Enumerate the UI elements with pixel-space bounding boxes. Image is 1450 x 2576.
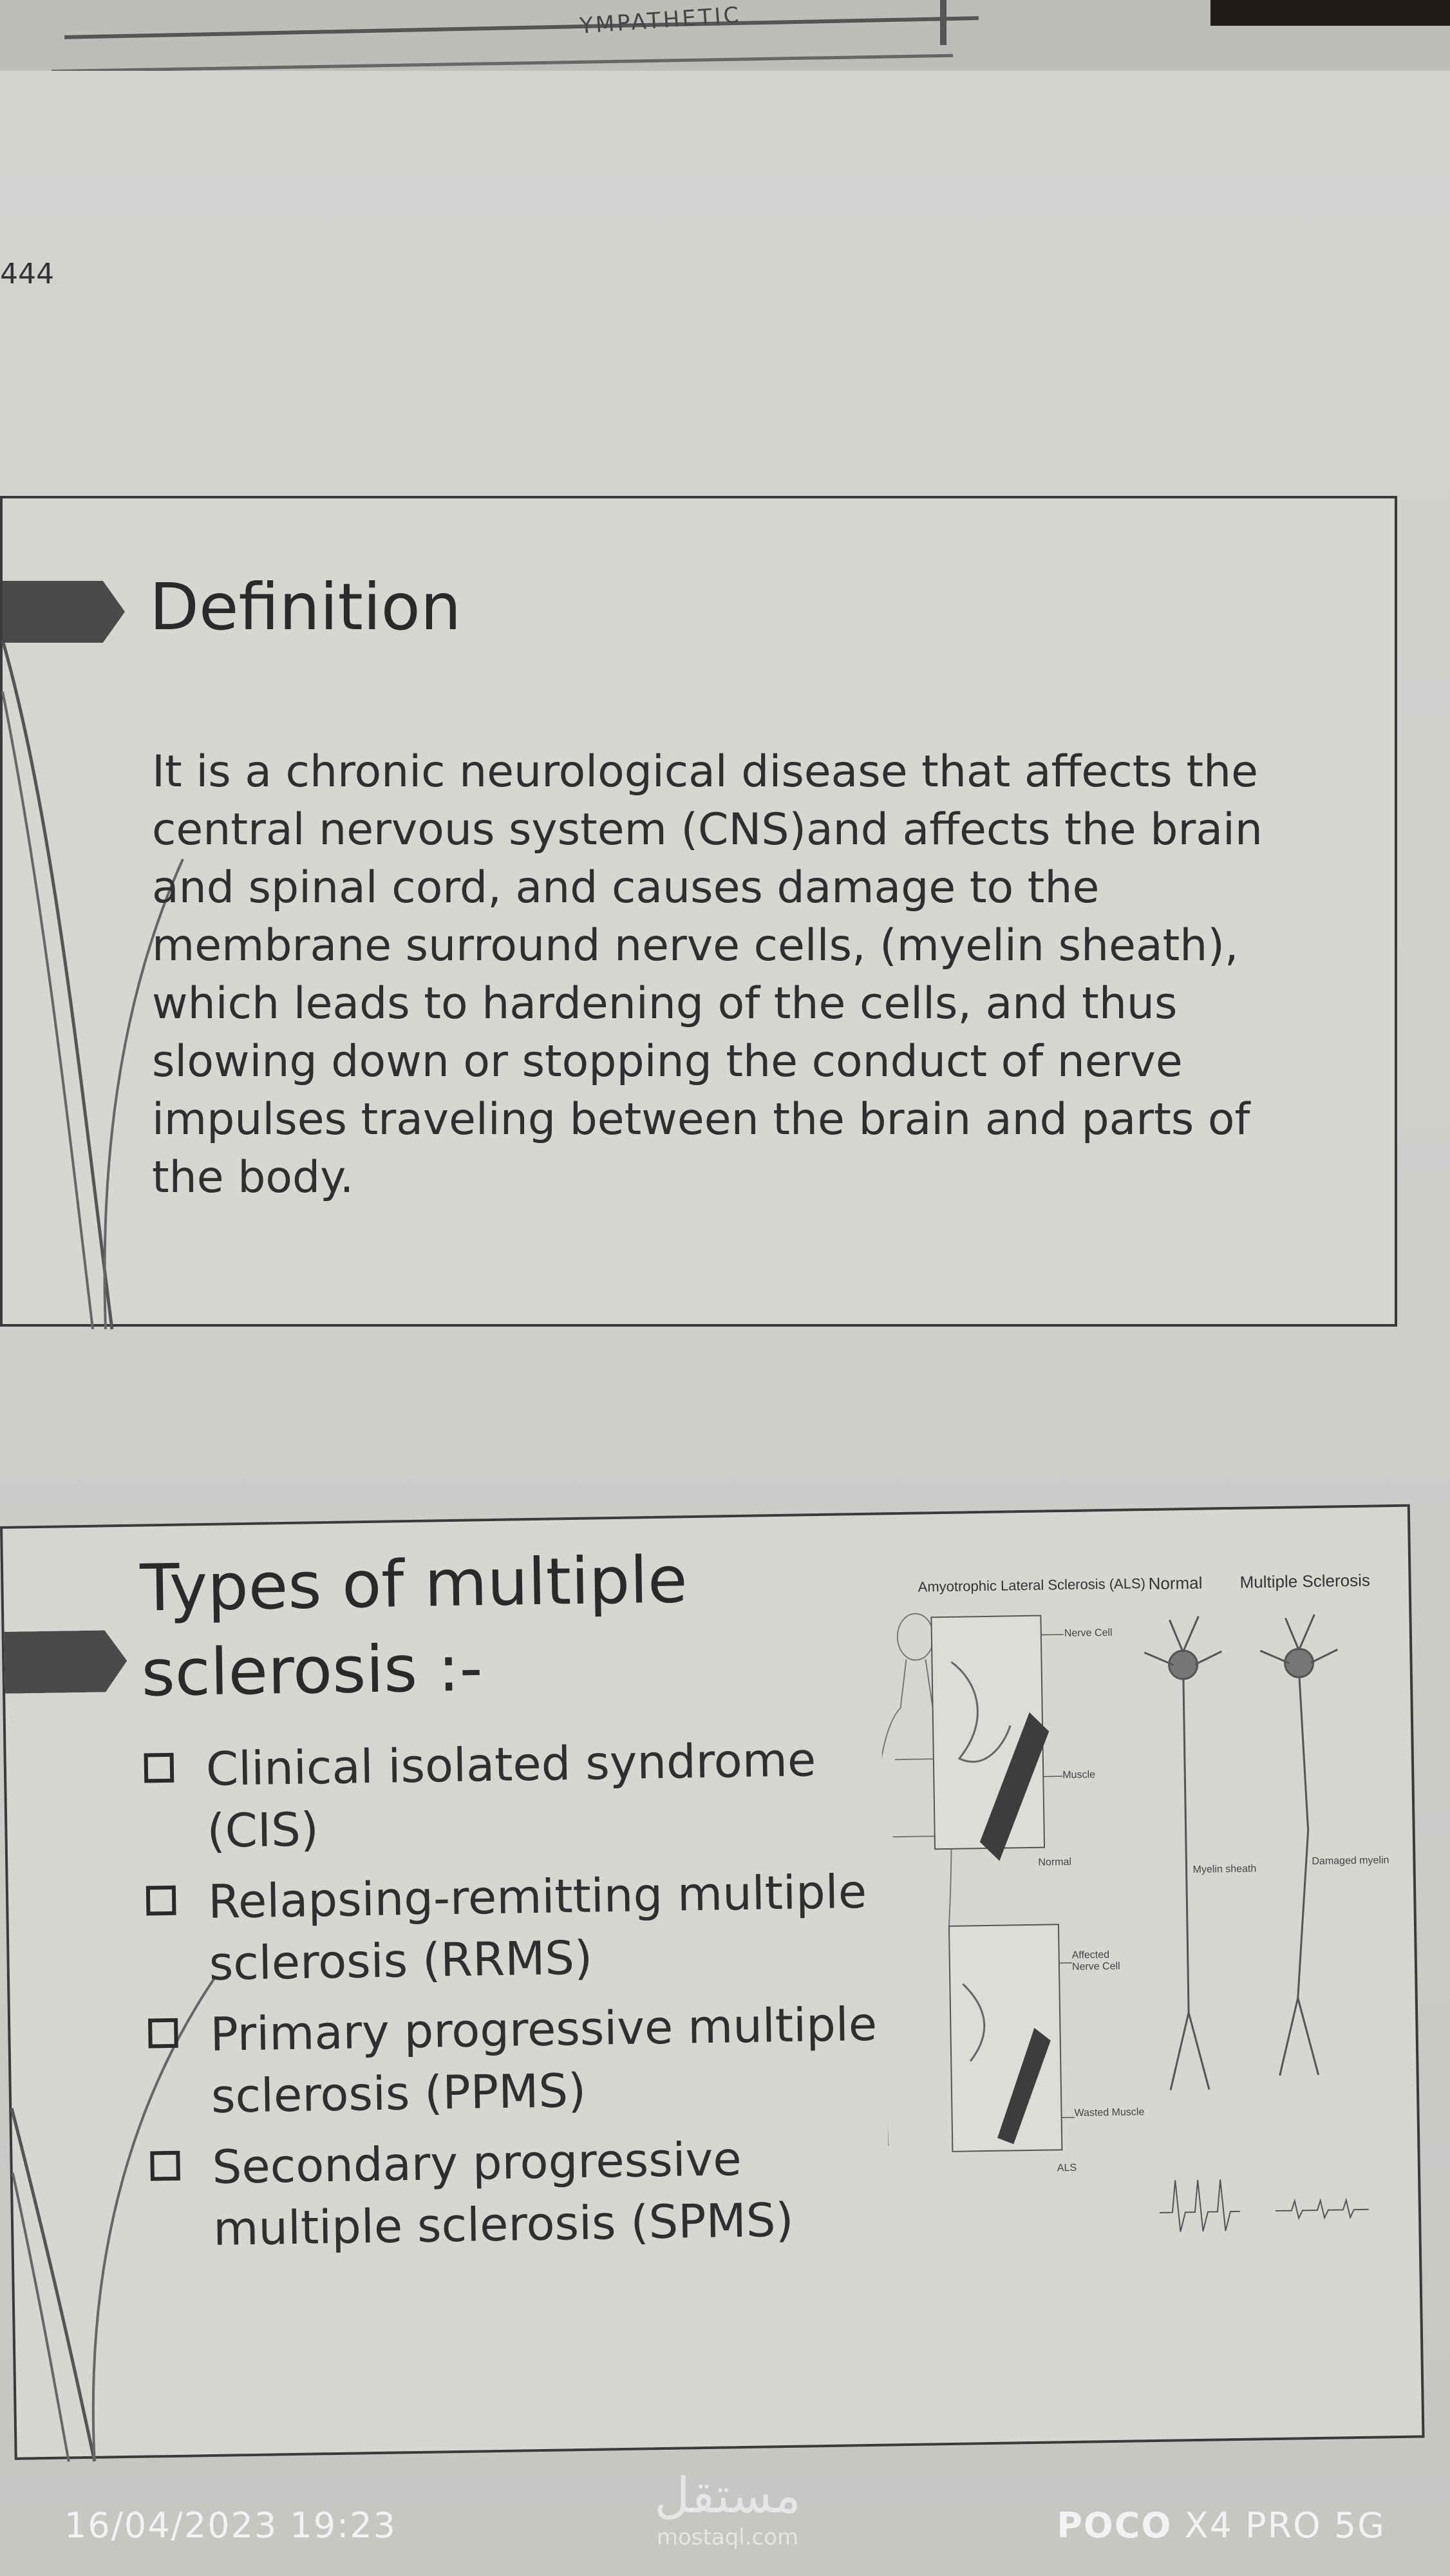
- label-als: ALS: [1057, 2162, 1077, 2174]
- document-page: [0, 71, 1450, 2576]
- normal-neuron: [1144, 1616, 1229, 2090]
- list-item-text: (CIS): [206, 1802, 319, 1859]
- heading-arrow: [3, 581, 125, 643]
- definition-slide: [0, 496, 1397, 1327]
- camera-brand-bold: POCO: [1057, 2505, 1172, 2546]
- types-list: [144, 1728, 881, 2270]
- list-item-text: Primary progressive multiple: [209, 1996, 878, 2061]
- list-item: [148, 1993, 879, 2128]
- figure-caption-als: Amyotrophic Lateral Sclerosis (ALS): [918, 1575, 1146, 1595]
- label-normal: Normal: [1038, 1856, 1072, 1868]
- previous-page-edge: [0, 0, 1450, 77]
- label-nerve-cell: Nerve Cell: [1064, 1627, 1113, 1640]
- paragraph-line: membrane surround nerve cells, (myelin sheath),: [152, 920, 1239, 971]
- checkbox-bullet-icon: [144, 1753, 174, 1783]
- definition-heading: Definition: [149, 569, 462, 645]
- paragraph-line: impulses traveling between the brain and parts of: [152, 1094, 1250, 1145]
- paragraph-line: and spinal cord, and causes damage to the: [152, 862, 1100, 913]
- list-item-text: sclerosis (PPMS): [211, 2063, 587, 2123]
- previous-page-divider: [940, 0, 946, 45]
- checkbox-bullet-icon: [148, 2018, 178, 2049]
- label-damaged-myelin: Damaged myelin: [1312, 1855, 1389, 1868]
- types-heading-line: sclerosis :-: [140, 1630, 484, 1711]
- anatomy-illustration: [879, 1558, 1405, 2275]
- ms-neuron: [1259, 1614, 1344, 2076]
- nerve-comparison-figure: [879, 1558, 1405, 2275]
- figure-caption-normal: Normal: [1148, 1573, 1203, 1593]
- paragraph-line: central nervous system (CNS)and affects the brain: [152, 804, 1263, 855]
- label-muscle: Muscle: [1062, 1769, 1096, 1781]
- previous-page-rule: [64, 16, 979, 39]
- camera-brand-model: X4 PRO 5G: [1172, 2505, 1386, 2546]
- previous-page-rule: [52, 54, 953, 73]
- list-item-text: Secondary progressive: [212, 2132, 742, 2194]
- label-affected-nerve: Affected Nerve Cell: [1071, 1949, 1120, 1973]
- paragraph-line: which leads to hardening of the cells, and thus: [152, 978, 1178, 1029]
- list-item: [144, 1728, 874, 1863]
- normal-signal: [1159, 2179, 1240, 2232]
- photo-timestamp: 16/04/2023 19:23: [64, 2505, 397, 2546]
- watermark-logo: مستقل: [654, 2467, 801, 2524]
- checkbox-bullet-icon: [150, 2151, 180, 2181]
- list-item: [150, 2126, 881, 2261]
- label-myelin: Myelin sheath: [1192, 1863, 1257, 1875]
- paragraph-line: the body.: [152, 1152, 354, 1203]
- list-item: [146, 1861, 876, 1996]
- paragraph-line: It is a chronic neurological disease that affects the: [152, 746, 1258, 797]
- list-item-text: sclerosis (RRMS): [209, 1930, 593, 1991]
- checkbox-bullet-icon: [146, 1886, 176, 1916]
- list-item-text: Clinical isolated syndrome: [205, 1732, 816, 1797]
- list-item-text: Relapsing-remitting multiple: [207, 1864, 867, 1929]
- background-shadow: [1210, 0, 1450, 26]
- types-heading-line: Types of multiple: [139, 1542, 688, 1626]
- camera-brand: [1057, 2505, 1386, 2546]
- types-heading: [140, 1537, 690, 1716]
- watermark: [637, 2467, 818, 2550]
- paragraph-line: slowing down or stopping the conduct of nerve: [152, 1036, 1183, 1087]
- ms-signal: [1276, 2200, 1369, 2219]
- definition-paragraph: [152, 743, 1263, 1207]
- watermark-url: mostaql.com: [656, 2524, 799, 2550]
- camera-overlay: [0, 2460, 1450, 2576]
- types-slide: [0, 1504, 1425, 2460]
- page-number: 444: [0, 258, 54, 290]
- label-wasted-muscle: Wasted Muscle: [1074, 2107, 1145, 2119]
- heading-arrow: [5, 1630, 127, 1694]
- list-item-text: multiple sclerosis (SPMS): [212, 2192, 795, 2256]
- figure-caption-ms: Multiple Sclerosis: [1239, 1570, 1371, 1592]
- previous-page-label: YMPATHETIC: [578, 2, 742, 39]
